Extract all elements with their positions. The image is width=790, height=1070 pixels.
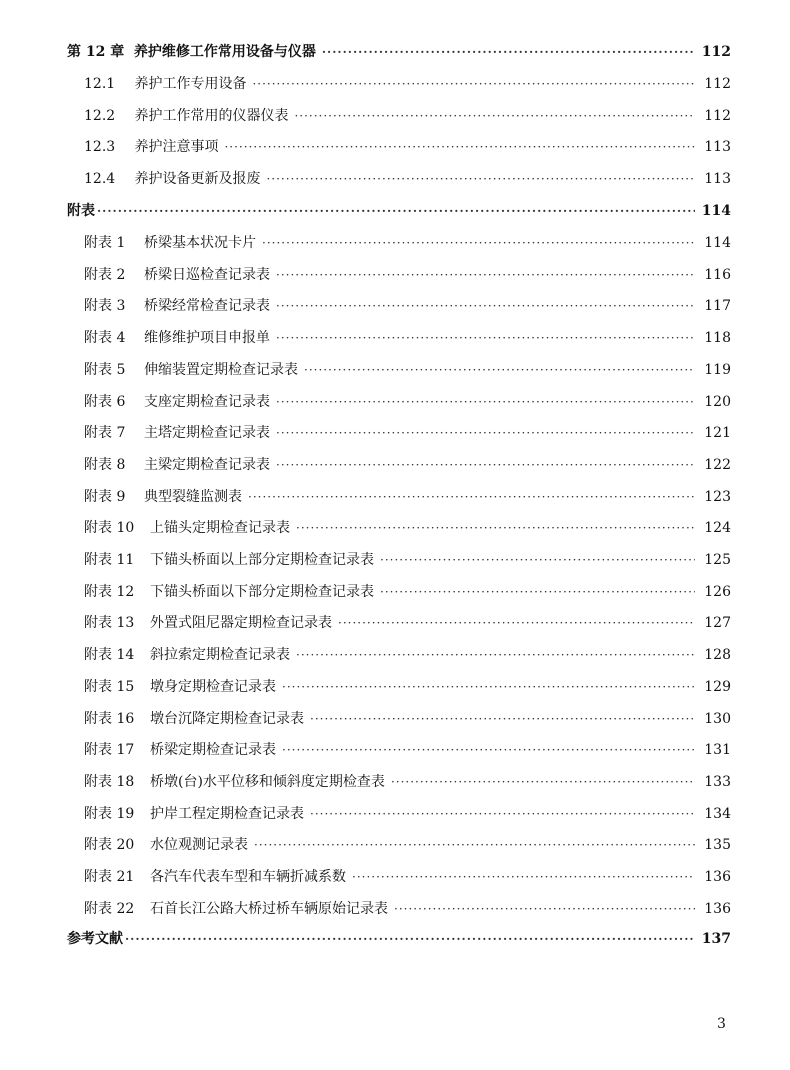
toc-entry-lead xyxy=(67,201,95,221)
toc-appendix-item[interactable] xyxy=(84,613,731,633)
dot-leader xyxy=(276,265,695,285)
appendix-item-number: 附表 22 xyxy=(84,901,135,917)
appendix-item-title: 墩身定期检查记录表 xyxy=(150,679,276,695)
appendix-item-title: 维修维护项目申报单 xyxy=(144,330,270,346)
toc-appendix-item[interactable] xyxy=(84,328,731,348)
toc-entry-lead xyxy=(84,423,270,443)
dot-leader xyxy=(338,613,695,633)
appendix-item-number: 附表 13 xyxy=(84,615,135,631)
appendix-item-title: 主塔定期检查记录表 xyxy=(144,425,270,441)
page-ref: 127 xyxy=(704,615,731,631)
toc-section[interactable] xyxy=(84,74,731,94)
page-ref: 130 xyxy=(704,711,731,727)
page-ref: 116 xyxy=(704,267,731,283)
toc-section[interactable] xyxy=(84,106,731,126)
toc-entry-lead xyxy=(84,392,270,412)
appendix-item-number: 附表 14 xyxy=(84,647,135,663)
appendix-item-title: 下锚头桥面以下部分定期检查记录表 xyxy=(150,584,374,600)
toc-entry-lead xyxy=(84,328,270,348)
toc-entry-lead xyxy=(84,233,256,253)
toc-entry-lead xyxy=(84,106,288,126)
appendix-item-number: 附表 10 xyxy=(84,520,135,536)
appendix-item-number: 附表 20 xyxy=(84,837,135,853)
section-number: 12.1 xyxy=(84,76,116,92)
section-title: 养护设备更新及报废 xyxy=(134,171,261,187)
toc-entry-lead xyxy=(84,487,242,507)
appendix-item-number: 附表 11 xyxy=(84,552,135,568)
appendix-item-title: 外置式阻尼器定期检查记录表 xyxy=(150,615,332,631)
page-ref: 136 xyxy=(704,869,731,885)
appendix-item-number: 附表 5 xyxy=(84,362,126,378)
page-ref: 118 xyxy=(704,330,731,346)
appendix-item-number: 附表 1 xyxy=(84,235,126,251)
appendix-item-title: 各汽车代表车型和车辆折减系数 xyxy=(150,869,346,885)
dot-leader xyxy=(310,804,695,824)
toc-appendix-item[interactable] xyxy=(84,423,731,443)
dot-leader xyxy=(248,487,695,507)
toc-entry-lead xyxy=(84,613,332,633)
appendix-item-title: 斜拉索定期检查记录表 xyxy=(150,647,290,663)
toc-entry-lead xyxy=(84,518,290,538)
page-ref: 119 xyxy=(704,362,731,378)
toc-appendix-item[interactable] xyxy=(84,804,731,824)
page-ref: 134 xyxy=(704,806,731,822)
page-ref: 121 xyxy=(704,425,731,441)
toc-entry-lead xyxy=(84,709,304,729)
appendix-item-title: 下锚头桥面以上部分定期检查记录表 xyxy=(150,552,374,568)
appendix-item-title: 桥梁定期检查记录表 xyxy=(150,742,276,758)
toc-entry-lead xyxy=(67,929,123,949)
toc-entry-lead xyxy=(84,360,298,380)
appendix-item-number: 附表 18 xyxy=(84,774,135,790)
toc-entry-lead xyxy=(84,867,346,887)
toc-appendix-item[interactable] xyxy=(84,740,731,760)
appendix-item-title: 典型裂缝监测表 xyxy=(144,489,242,505)
appendix-item-title: 石首长江公路大桥过桥车辆原始记录表 xyxy=(150,901,388,917)
appendix-item-number: 附表 9 xyxy=(84,489,126,505)
page-ref: 123 xyxy=(704,489,731,505)
toc-entry-lead xyxy=(84,645,290,665)
dot-leader xyxy=(276,392,695,412)
toc-appendix[interactable] xyxy=(67,201,731,221)
appendix-item-title: 桥梁经常检查记录表 xyxy=(144,298,270,314)
appendix-item-title: 护岸工程定期检查记录表 xyxy=(150,806,304,822)
toc-appendix-item[interactable] xyxy=(84,296,731,316)
page-ref: 135 xyxy=(704,837,731,853)
dot-leader xyxy=(380,550,695,570)
page-ref: 112 xyxy=(701,44,731,60)
appendix-item-number: 附表 6 xyxy=(84,394,126,410)
dot-leader xyxy=(125,929,695,949)
dot-leader xyxy=(352,867,695,887)
page-ref: 129 xyxy=(704,679,731,695)
appendix-item-title: 墩台沉降定期检查记录表 xyxy=(150,711,304,727)
page-ref: 120 xyxy=(704,394,731,410)
page-number: 3 xyxy=(717,1016,726,1032)
references-title: 参考文献 xyxy=(67,931,123,947)
toc-entry-lead xyxy=(84,899,388,919)
dot-leader xyxy=(266,169,695,189)
toc-entry-lead xyxy=(67,42,316,62)
toc-appendix-item[interactable] xyxy=(84,550,731,570)
dot-leader xyxy=(252,74,695,94)
appendix-item-number: 附表 21 xyxy=(84,869,135,885)
appendix-item-number: 附表 4 xyxy=(84,330,126,346)
dot-leader xyxy=(224,137,695,157)
appendix-item-title: 桥墩(台)水平位移和倾斜度定期检查表 xyxy=(150,774,385,790)
section-number: 12.3 xyxy=(84,139,116,155)
page-ref: 125 xyxy=(704,552,731,568)
section-number: 12.2 xyxy=(84,108,116,124)
page-ref: 131 xyxy=(704,742,731,758)
dot-leader xyxy=(310,709,695,729)
appendix-item-number: 附表 19 xyxy=(84,806,135,822)
appendix-item-number: 附表 17 xyxy=(84,742,135,758)
section-number: 12.4 xyxy=(84,171,116,187)
appendix-item-number: 附表 8 xyxy=(84,457,126,473)
appendix-item-title: 桥梁日巡检查记录表 xyxy=(144,267,270,283)
page-ref: 137 xyxy=(701,931,731,947)
appendix-title: 附表 xyxy=(67,203,95,219)
dot-leader xyxy=(254,835,695,855)
toc-appendix-item[interactable] xyxy=(84,709,731,729)
toc-references[interactable] xyxy=(67,929,731,949)
toc-appendix-item[interactable] xyxy=(84,867,731,887)
dot-leader xyxy=(282,677,695,697)
appendix-item-number: 附表 16 xyxy=(84,711,135,727)
toc-entry-lead xyxy=(84,677,276,697)
toc-appendix-item[interactable] xyxy=(84,835,731,855)
page-ref: 112 xyxy=(704,108,731,124)
page-ref: 113 xyxy=(704,171,731,187)
appendix-item-title: 水位观测记录表 xyxy=(150,837,248,853)
toc-entry-lead xyxy=(84,265,270,285)
toc-appendix-item[interactable] xyxy=(84,582,731,602)
toc-entry-lead xyxy=(84,455,270,475)
appendix-item-title: 伸缩装置定期检查记录表 xyxy=(144,362,298,378)
appendix-item-title: 桥梁基本状况卡片 xyxy=(144,235,256,251)
dot-leader xyxy=(296,645,695,665)
page-ref: 133 xyxy=(704,774,731,790)
section-title: 养护工作专用设备 xyxy=(134,76,247,92)
appendix-item-number: 附表 3 xyxy=(84,298,126,314)
dot-leader xyxy=(276,455,695,475)
dot-leader xyxy=(380,582,695,602)
section-title: 养护工作常用的仪器仪表 xyxy=(134,108,289,124)
toc-entry-lead xyxy=(84,296,270,316)
toc-entry-lead xyxy=(84,740,276,760)
page-ref: 114 xyxy=(704,235,731,251)
toc-appendix-item[interactable] xyxy=(84,392,731,412)
toc-section[interactable] xyxy=(84,137,731,157)
page-ref: 126 xyxy=(704,584,731,600)
toc-appendix-item[interactable] xyxy=(84,233,731,253)
toc-entry-lead xyxy=(84,835,248,855)
page-ref: 113 xyxy=(704,139,731,155)
dot-leader xyxy=(276,328,695,348)
toc-appendix-item[interactable] xyxy=(84,455,731,475)
appendix-item-number: 附表 7 xyxy=(84,425,126,441)
section-title: 养护注意事项 xyxy=(134,139,219,155)
toc-entry-lead xyxy=(84,137,218,157)
dot-leader xyxy=(276,423,695,443)
dot-leader xyxy=(322,42,695,62)
page-ref: 114 xyxy=(701,203,731,219)
toc-entry-lead xyxy=(84,804,304,824)
toc-appendix-item[interactable] xyxy=(84,899,731,919)
toc-appendix-item[interactable] xyxy=(84,677,731,697)
toc-entry-lead xyxy=(84,169,260,189)
toc-appendix-item[interactable] xyxy=(84,645,731,665)
toc-chapter-12[interactable] xyxy=(67,42,731,62)
page-ref: 136 xyxy=(704,901,731,917)
page-ref: 117 xyxy=(704,298,731,314)
dot-leader xyxy=(294,106,695,126)
dot-leader xyxy=(262,233,695,253)
toc-appendix-item[interactable] xyxy=(84,772,731,792)
appendix-item-title: 上锚头定期检查记录表 xyxy=(150,520,290,536)
appendix-item-number: 附表 12 xyxy=(84,584,135,600)
dot-leader xyxy=(394,899,695,919)
dot-leader xyxy=(276,296,695,316)
toc-appendix-item[interactable] xyxy=(84,487,731,507)
appendix-item-number: 附表 2 xyxy=(84,267,126,283)
toc-entry-lead xyxy=(84,772,385,792)
toc-appendix-item[interactable] xyxy=(84,265,731,285)
chapter-number: 第 12 章 xyxy=(67,44,125,60)
chapter-title: 养护维修工作常用设备与仪器 xyxy=(133,44,316,60)
dot-leader xyxy=(97,201,695,221)
page-ref: 122 xyxy=(704,457,731,473)
dot-leader xyxy=(304,360,695,380)
dot-leader xyxy=(391,772,695,792)
page-ref: 128 xyxy=(704,647,731,663)
appendix-item-title: 支座定期检查记录表 xyxy=(144,394,270,410)
appendix-item-number: 附表 15 xyxy=(84,679,135,695)
toc-entry-lead xyxy=(84,582,374,602)
toc-section[interactable] xyxy=(84,169,731,189)
toc-appendix-item[interactable] xyxy=(84,518,731,538)
toc-entry-lead xyxy=(84,74,246,94)
appendix-item-title: 主梁定期检查记录表 xyxy=(144,457,270,473)
toc-appendix-item[interactable] xyxy=(84,360,731,380)
page-ref: 112 xyxy=(704,76,731,92)
dot-leader xyxy=(282,740,695,760)
toc-entry-lead xyxy=(84,550,374,570)
dot-leader xyxy=(296,518,695,538)
page-ref: 124 xyxy=(704,520,731,536)
